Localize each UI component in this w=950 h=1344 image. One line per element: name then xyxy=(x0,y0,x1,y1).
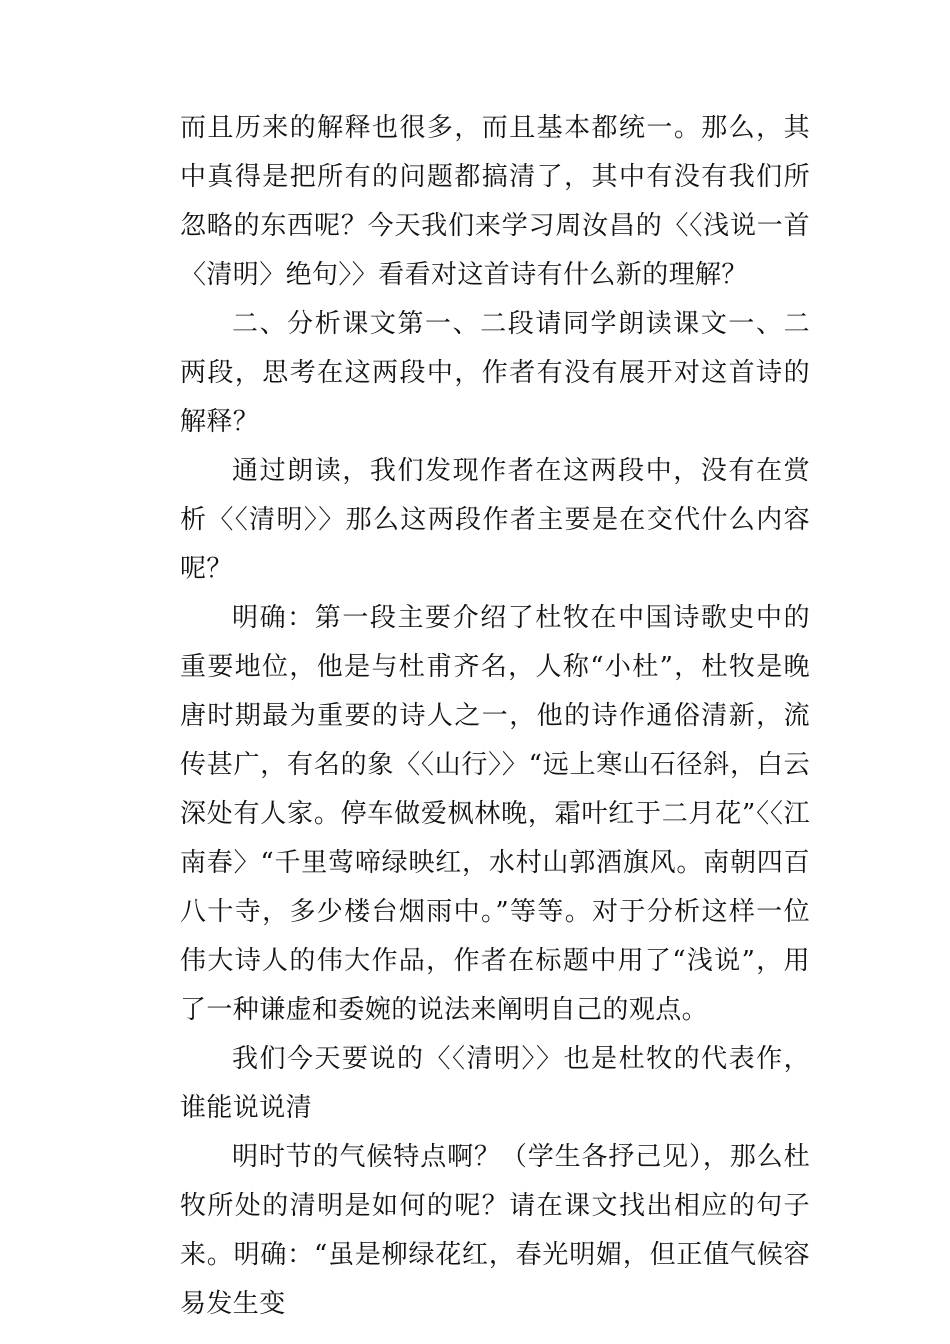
paragraph-section-two: 二、分析课文第一、二段请同学朗读课文一、二两段，思考在这两段中，作者有没有展开对这首诗的解释？ xyxy=(180,309,810,437)
paragraph-climate: 明时节的气候特点啊？（学生各抒己见），那么杜牧所处的清明是如何的呢？请在课文找出相应的句子来。明确：“虽是柳绿花红，春光明媚，但正值气候容易发生变 xyxy=(180,1142,810,1319)
paragraph-intro-continued: 而且历来的解释也很多，而且基本都统一。那么，其中真得是把所有的问题都搞清了，其中有没有我们所忽略的东西呢？今天我们来学习周汝昌的〈〈浅说一首〈清明〉绝句〉〉看看对这首诗有什么新的理解？ xyxy=(180,113,810,290)
paragraph-reading: 通过朗读，我们发现作者在这两段中，没有在赏析〈〈清明〉〉那么这两段作者主要是在交代什么内容呢？ xyxy=(180,456,810,584)
paragraph-qingming-question: 我们今天要说的〈〈清明〉〉也是杜牧的代表作，谁能说说清 xyxy=(180,1044,810,1123)
body-text xyxy=(180,104,810,1329)
paragraph-clarification: 明确：第一段主要介绍了杜牧在中国诗歌史中的重要地位，他是与杜甫齐名，人称“小杜”，杜牧是晚唐时期最为重要的诗人之一，他的诗作通俗清新，流传甚广，有名的象〈〈山行〉〉“远上寒山石径斜，白云深处有人家。停车做爱枫林晚，霜叶红于二月花”〈〈江南春〉“千里莺啼绿映红，水村山郭酒旗风。南朝四百八十寺，多少楼台烟雨中。”等等。对于分析这样一位伟大诗人的伟大作品，作者在标题中用了“浅说”，用了一种谦虚和委婉的说法来阐明自己的观点。 xyxy=(180,603,810,1025)
